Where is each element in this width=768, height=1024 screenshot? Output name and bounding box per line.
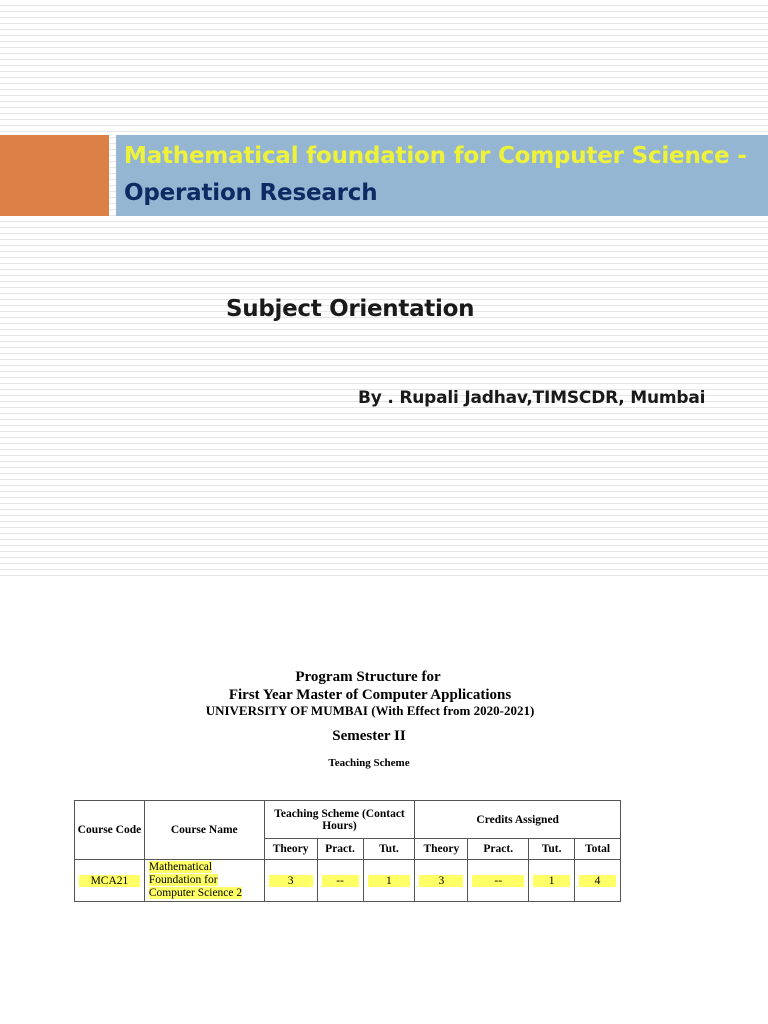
slide-byline: By . Rupali Jadhav,TIMSCDR, Mumbai xyxy=(358,388,706,408)
subheader-credits-theory: Theory xyxy=(415,839,468,860)
subheader-credits-total: Total xyxy=(575,839,621,860)
cell-course-code: MCA21 xyxy=(75,860,145,902)
table-header-row xyxy=(75,801,621,839)
doc-heading-program-structure: Program Structure for xyxy=(295,669,441,685)
header-course-name: Course Name xyxy=(144,801,264,860)
doc-heading-university: UNIVERSITY OF MUMBAI (With Effect from 2020-2021) xyxy=(205,703,535,718)
cell-pract-credits: -- xyxy=(468,860,529,902)
doc-heading-teaching-scheme: Teaching Scheme xyxy=(328,757,410,769)
header-credits-assigned: Credits Assigned xyxy=(415,801,621,839)
slide-subtitle: Subject Orientation xyxy=(226,296,475,322)
cell-theory-credits: 3 xyxy=(415,860,468,902)
accent-block xyxy=(0,135,109,216)
subheader-theory: Theory xyxy=(264,839,317,860)
teaching-scheme-table xyxy=(74,800,621,902)
doc-heading-semester: Semester II xyxy=(332,728,406,744)
header-teaching-scheme: Teaching Scheme (Contact Hours) xyxy=(264,801,415,839)
table-row xyxy=(75,860,621,902)
doc-heading-program-name: First Year Master of Computer Applications xyxy=(228,687,512,703)
cell-theory-hours: 3 xyxy=(264,860,317,902)
cell-tut-credits: 1 xyxy=(529,860,575,902)
subheader-credits-pract: Pract. xyxy=(468,839,529,860)
cell-course-name: Mathematical Foundation for Computer Science 2 xyxy=(144,860,264,902)
slide-title-line2: Operation Research xyxy=(124,180,378,206)
cell-total-credits: 4 xyxy=(575,860,621,902)
header-course-code: Course Code xyxy=(75,801,145,860)
subheader-credits-tut: Tut. xyxy=(529,839,575,860)
cell-tut-hours: 1 xyxy=(363,860,415,902)
slide-title-line1: Mathematical foundation for Computer Science - xyxy=(124,143,747,169)
cell-pract-hours: -- xyxy=(317,860,363,902)
subheader-tut: Tut. xyxy=(363,839,415,860)
subheader-pract: Pract. xyxy=(317,839,363,860)
